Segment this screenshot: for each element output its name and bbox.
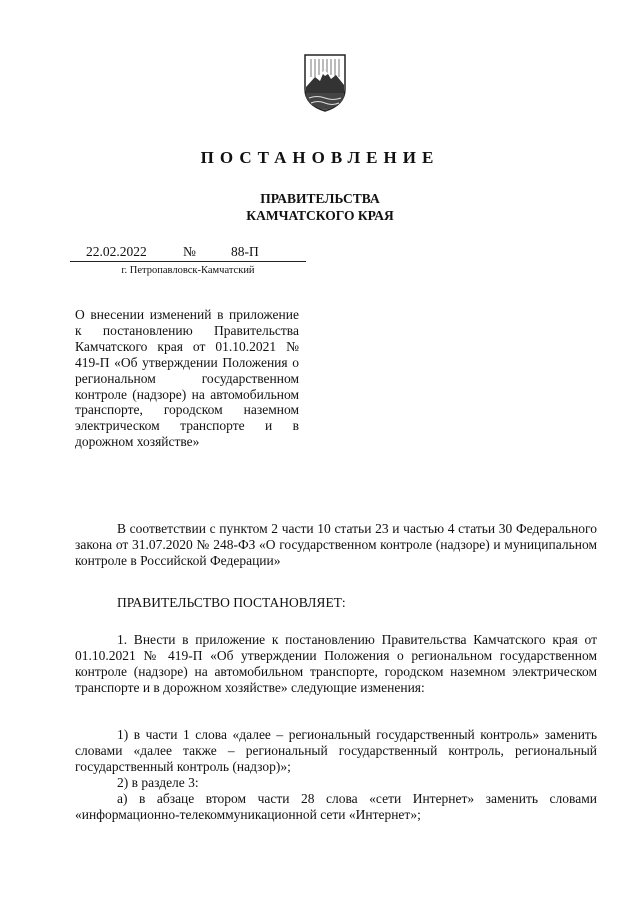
document-number: 88-П bbox=[231, 244, 259, 259]
issuing-authority bbox=[0, 190, 640, 224]
preamble: В соответствии с пунктом 2 части 10 статьи 23 и частью 4 статьи 30 Федерального закона от 31.07.2020 № 248-ФЗ «О государственном контроле (надзоре) и муниципальном контроле в Российской Федерации» bbox=[75, 521, 597, 568]
resolves-heading: ПРАВИТЕЛЬСТВО ПОСТАНОВЛЯЕТ: bbox=[117, 595, 346, 610]
date-underline bbox=[70, 261, 306, 262]
number-sign: № bbox=[183, 244, 196, 259]
item-1-subitem-2: 2) в разделе 3: bbox=[117, 775, 199, 790]
date-number-line bbox=[70, 244, 306, 262]
document-title: ПОСТАНОВЛЕНИЕ bbox=[200, 148, 440, 167]
document-date: 22.02.2022 bbox=[86, 244, 147, 259]
item-1-subitem-1: 1) в части 1 слова «далее – региональный государственный контроль» заменить словами «далее также – региональный государственный контроль, региональный государственный контроль (надзор)»; bbox=[75, 727, 597, 774]
document-subject: О внесении изменений в приложение к постановлению Правительства Камчатского края от 01.10.2021 № 419-П «Об утверждении Положения о региональном государственном контроле (надзоре) на автомобильном транспорте, городском наземном электрическом транспорте и в дорожном хозяйстве» bbox=[75, 307, 299, 450]
issue-city: г. Петропавловск-Камчатский bbox=[121, 265, 255, 276]
authority-line-1: ПРАВИТЕЛЬСТВА bbox=[260, 191, 380, 206]
kamchatka-coat-of-arms-icon bbox=[303, 53, 347, 113]
item-1: 1. Внести в приложение к постановлению Правительства Камчатского края от 01.10.2021 № 419-П «Об утверждении Положения о региональном государственном контроле (надзоре) на автомобильном транспорте, городском наземном электрическом транспорте и в дорожном хозяйстве» следующие изменения: bbox=[75, 632, 597, 695]
authority-line-2: КАМЧАТСКОГО КРАЯ bbox=[246, 208, 394, 223]
item-1-subitem-2a: а) в абзаце втором части 28 слова «сети Интернет» заменить словами «информационно-телекоммуникационной сети «Интернет»; bbox=[75, 791, 597, 822]
